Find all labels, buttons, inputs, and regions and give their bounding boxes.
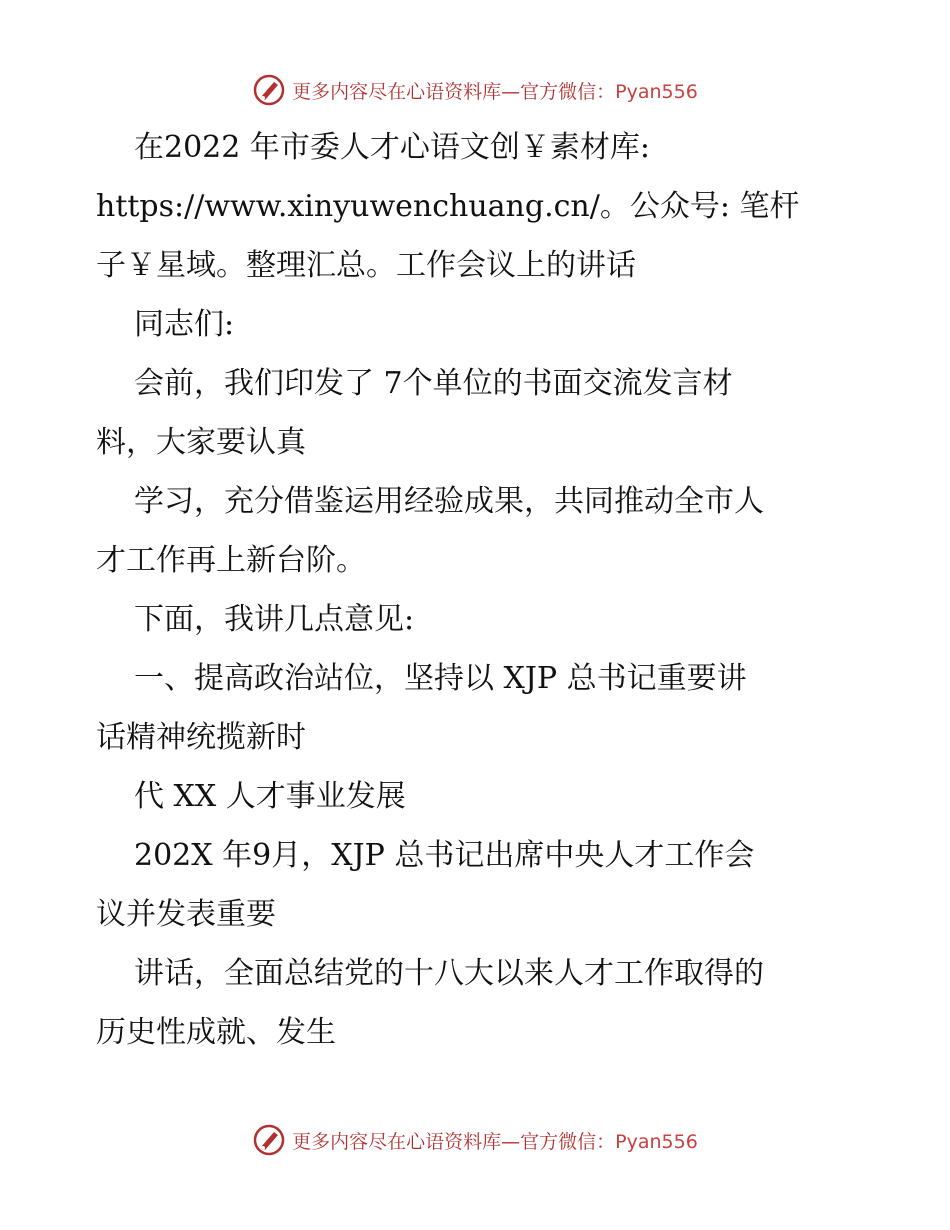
text-line: 一、提高政治站位，坚持以 XJP 总书记重要讲 (134, 661, 747, 696)
banner-text: 更多内容尽在心语资料库—官方微信：Pyan556 (292, 1130, 698, 1153)
banner-text: 更多内容尽在心语资料库—官方微信：Pyan556 (292, 80, 698, 103)
header-banner (0, 70, 950, 110)
text-line: 同志们: (134, 307, 235, 342)
text-line: 学习，充分借鉴运用经验成果，共同推动全市人 (134, 484, 764, 519)
document-body (96, 118, 866, 1062)
text-line: https://www.xinyuwenchuang.cn/。公众号: 笔杆 (96, 189, 800, 224)
pen-seal-icon (252, 73, 286, 107)
text-line: 话精神统揽新时 (96, 720, 306, 755)
text-line: 料，大家要认真 (96, 425, 306, 460)
text-line: 下面，我讲几点意见: (134, 602, 415, 637)
text-line: 在2022 年市委人才心语文创￥素材库: (134, 130, 650, 165)
text-line: 历史性成就、发生 (96, 1015, 336, 1050)
pen-seal-icon (252, 1123, 286, 1157)
text-line: 202X 年9月，XJP 总书记出席中央人才工作会 (134, 838, 755, 873)
text-line: 讲话，全面总结党的十八大以来人才工作取得的 (134, 956, 764, 991)
text-line: 才工作再上新台阶。 (96, 543, 366, 578)
text-line: 子￥星域。整理汇总。工作会议上的讲话 (96, 248, 636, 283)
text-line: 会前，我们印发了 7个单位的书面交流发言材 (134, 366, 733, 401)
text-line: 代 XX 人才事业发展 (134, 779, 406, 814)
text-line: 议并发表重要 (96, 897, 276, 932)
footer-banner (0, 1120, 950, 1160)
